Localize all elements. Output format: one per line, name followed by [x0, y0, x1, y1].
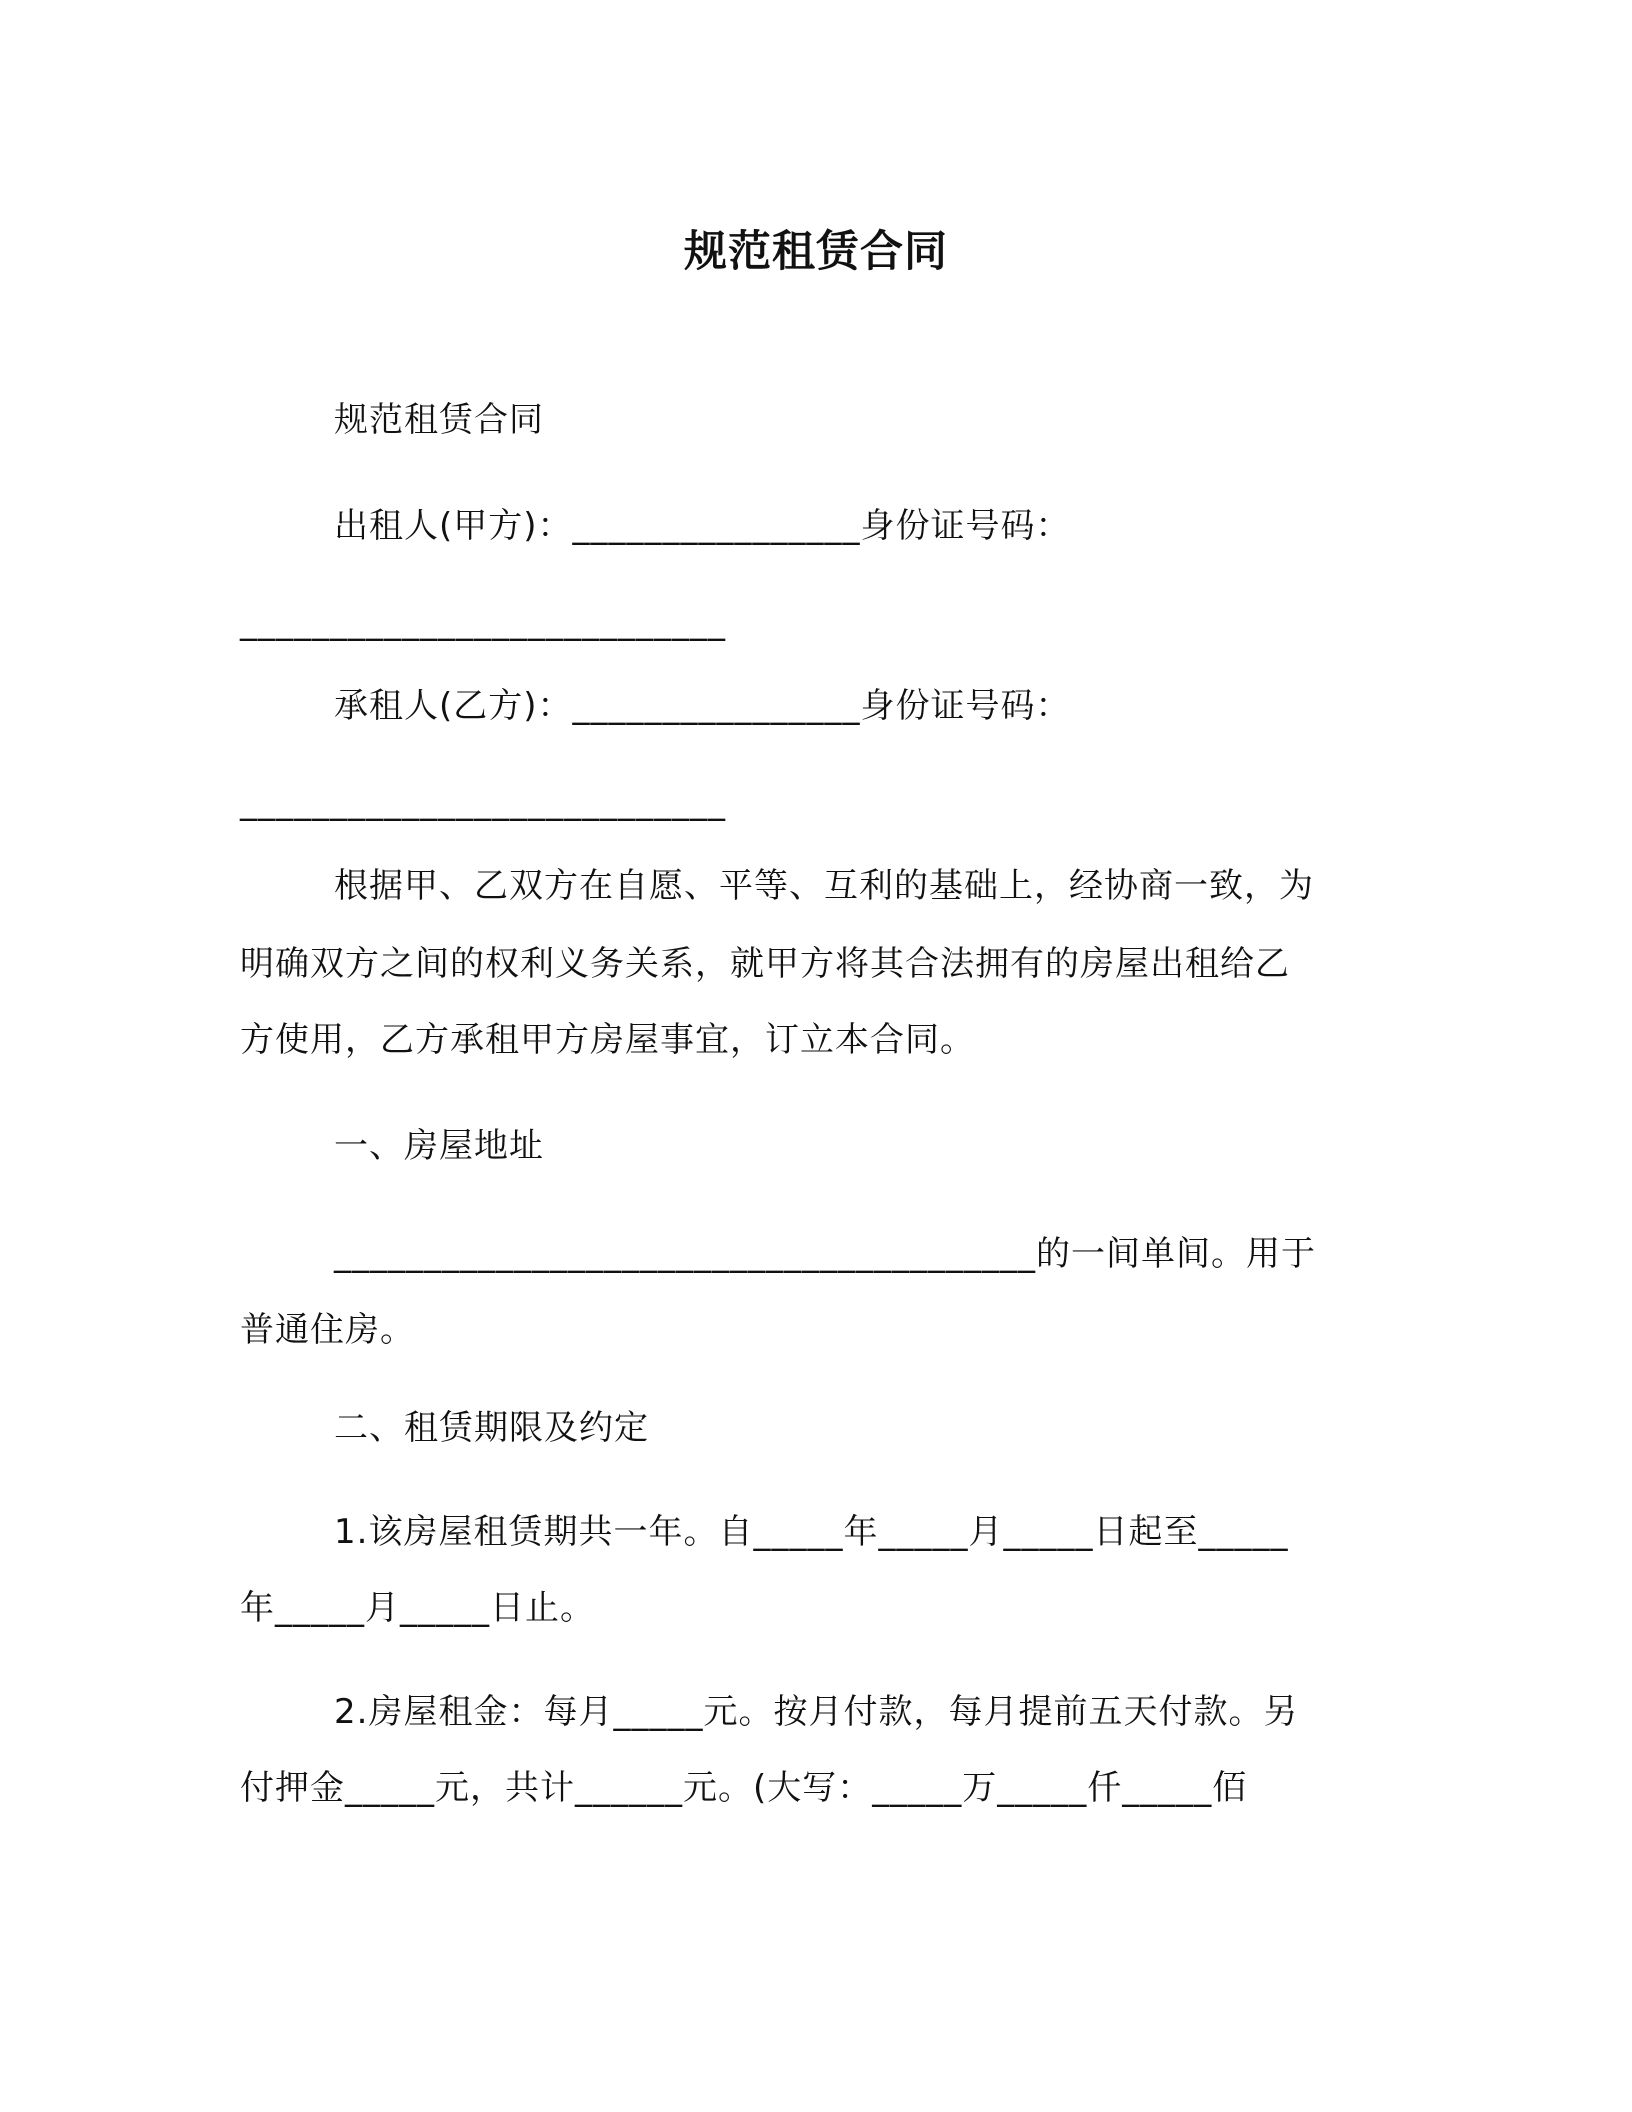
section1-heading: 一、房屋地址 [334, 1126, 544, 1166]
lessor-line: 出租人(甲方)：________________身份证号码： [334, 506, 1071, 546]
section1-line-2: 普通住房。 [240, 1310, 415, 1350]
document-title: 规范租赁合同 [684, 227, 948, 277]
intro-line-3: 方使用，乙方承租甲方房屋事宜，订立本合同。 [240, 1020, 975, 1060]
clause2-line-1: 2.房屋租金：每月_____元。按月付款，每月提前五天付款。另 [334, 1692, 1299, 1732]
clause1-line-2: 年_____月_____日止。 [240, 1588, 595, 1628]
lessor-id-blank: ___________________________ [240, 602, 726, 642]
intro-line-2: 明确双方之间的权利义务关系，就甲方将其合法拥有的房屋出租给乙 [240, 944, 1290, 984]
lessee-line: 承租人(乙方)：________________身份证号码： [334, 686, 1071, 726]
intro-line-1: 根据甲、乙双方在自愿、平等、互利的基础上，经协商一致，为 [334, 866, 1314, 906]
section1-line-1: _______________________________________的一间单间。用于 [334, 1234, 1316, 1274]
section2-heading: 二、租赁期限及约定 [334, 1408, 649, 1448]
clause1-line-1: 1.该房屋租赁期共一年。自_____年_____月_____日起至_____ [334, 1512, 1289, 1552]
clause2-line-2: 付押金_____元，共计______元。(大写：_____万_____仟_____佰 [240, 1768, 1248, 1808]
document-subtitle: 规范租赁合同 [334, 400, 544, 440]
lessee-id-blank: ___________________________ [240, 782, 726, 822]
